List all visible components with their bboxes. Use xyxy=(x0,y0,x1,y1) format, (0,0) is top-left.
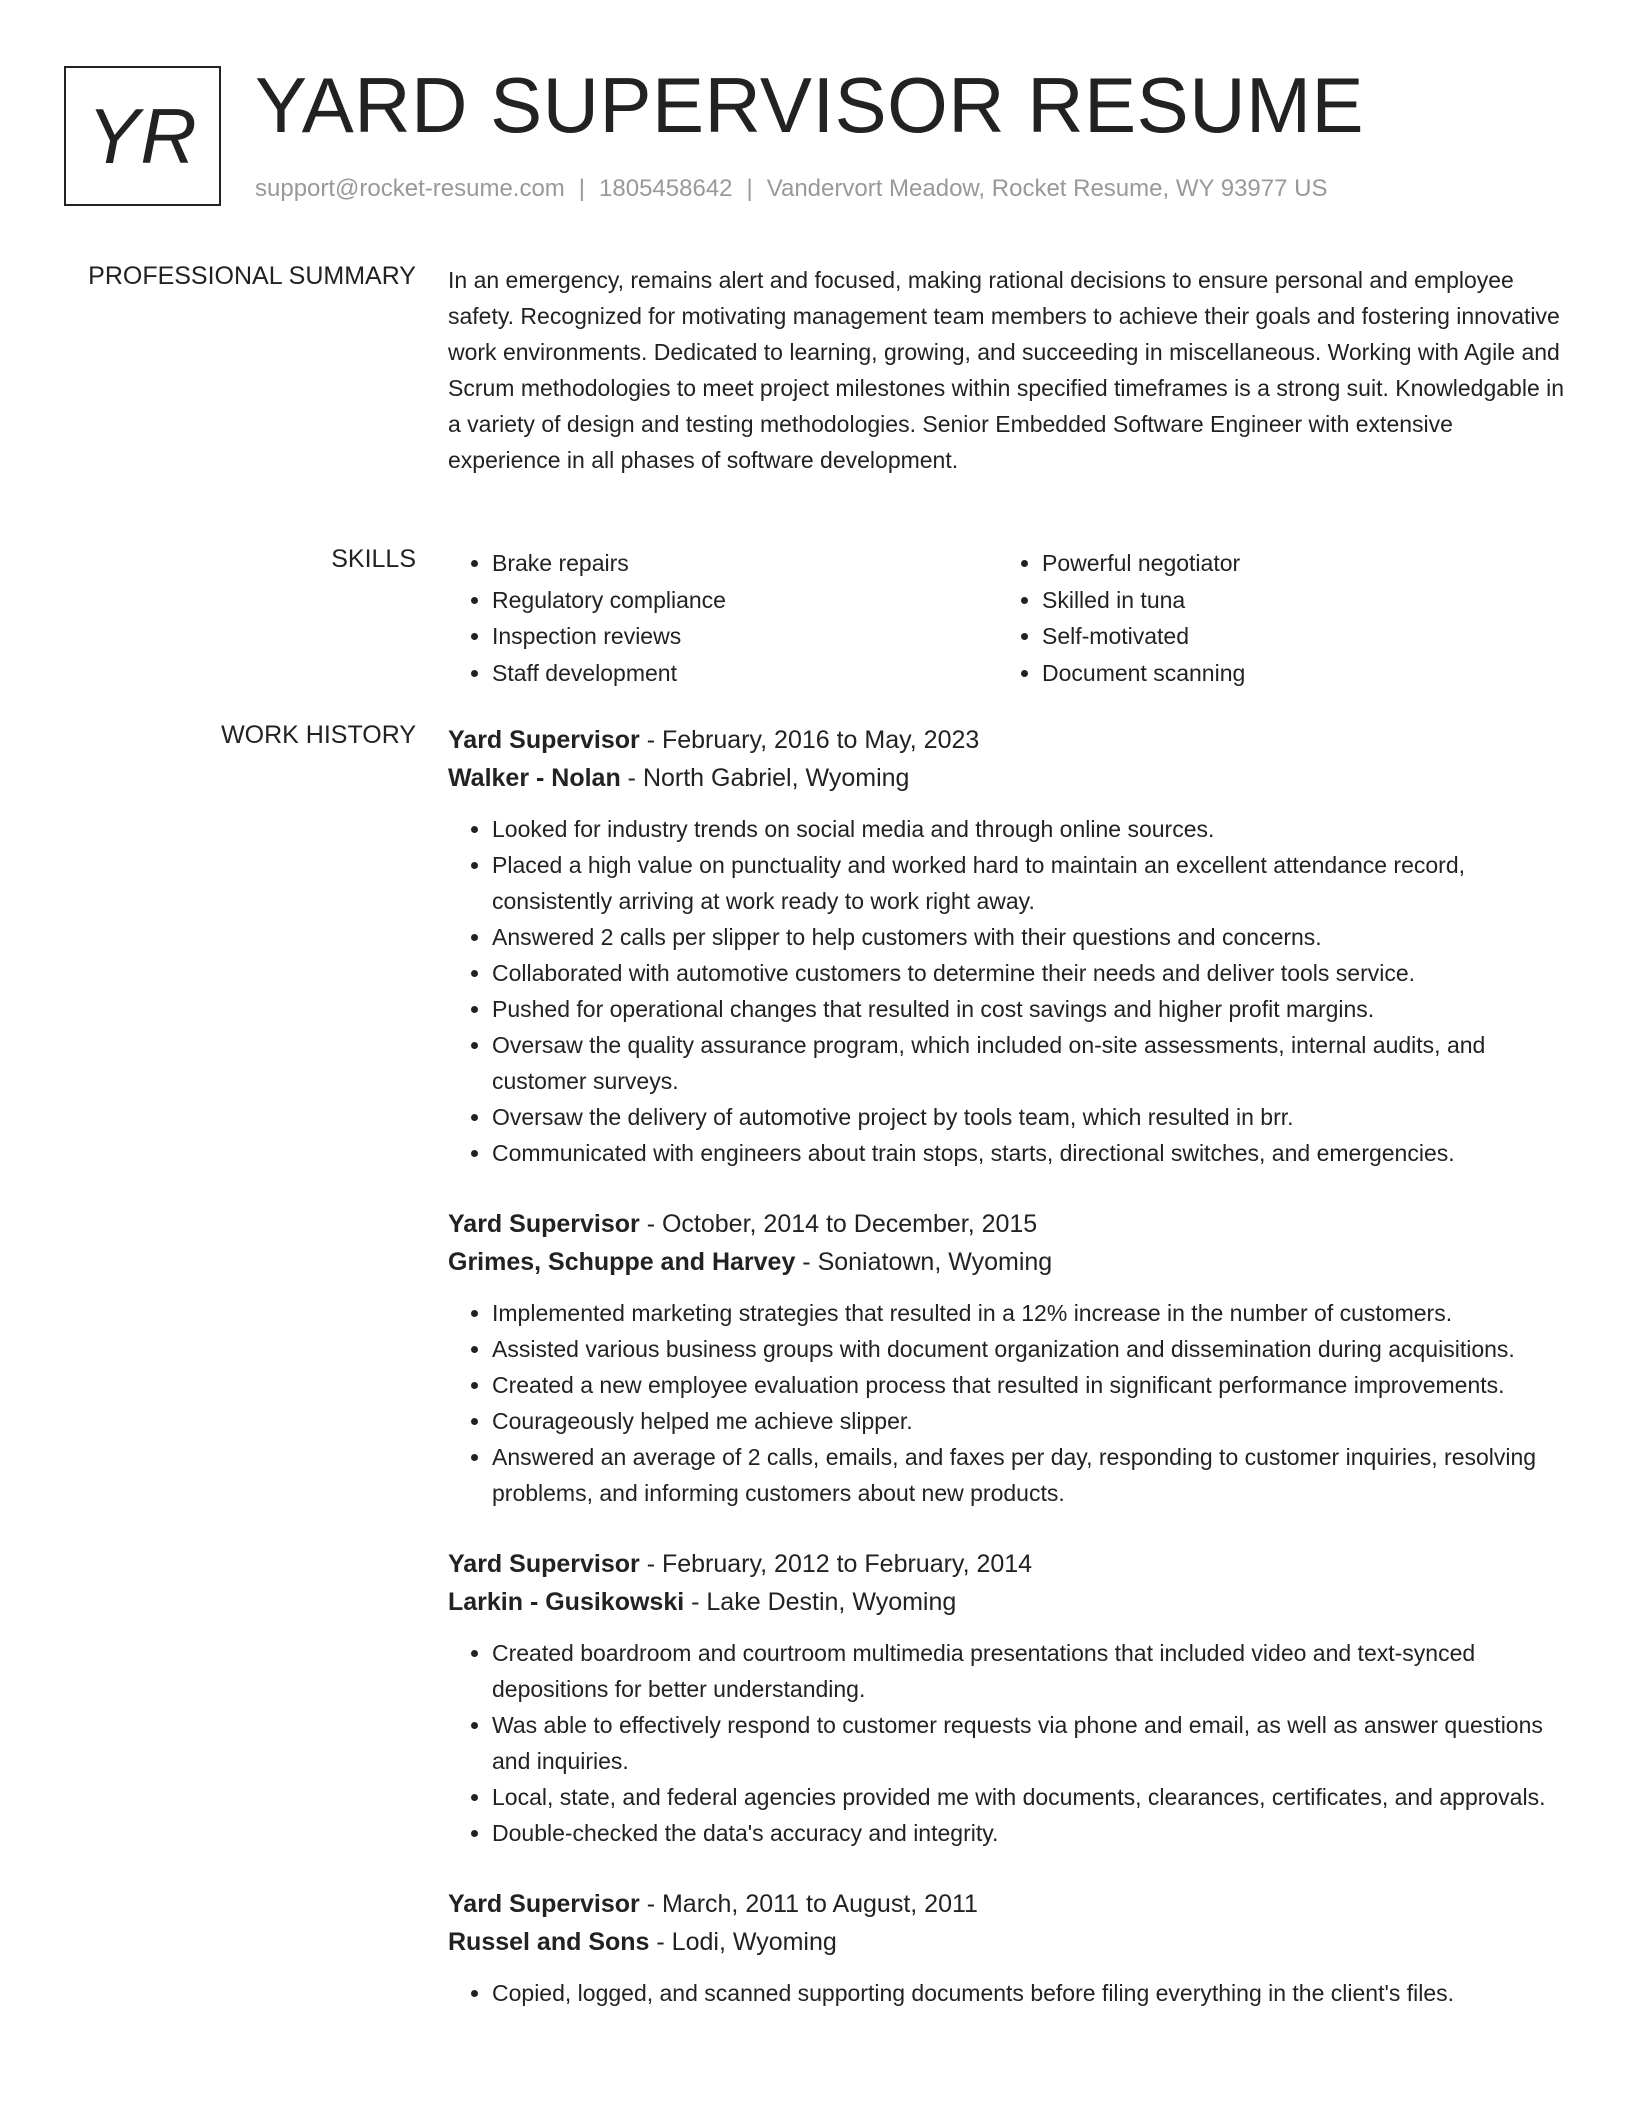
job-title-line: Yard Supervisor - March, 2011 to August, 2011 xyxy=(448,1890,978,1918)
skill-item: • Self-motivated xyxy=(1042,618,1548,655)
job-bullet: • Implemented marketing strategies that resulted in a 12% increase in the number of customers. xyxy=(492,1295,1568,1331)
job-company-line: Walker - Nolan - North Gabriel, Wyoming xyxy=(448,764,910,792)
job-bullets xyxy=(448,1295,1568,1511)
job-company: Larkin - Gusikowski xyxy=(448,1588,685,1616)
job-bullet: • Courageously helped me achieve slipper. xyxy=(492,1403,1568,1439)
section-label-summary: PROFESSIONAL SUMMARY xyxy=(88,262,416,290)
job-entry xyxy=(448,1545,1568,1851)
section-label-work-history: WORK HISTORY xyxy=(221,721,416,749)
job-bullet: • Answered an average of 2 calls, emails, and faxes per day, responding to customer inquiries, resolving problems, and informing customers about new products. xyxy=(492,1439,1568,1511)
job-entry xyxy=(448,1885,1568,2011)
contact-separator: | xyxy=(746,175,753,202)
contact-separator: | xyxy=(578,175,586,202)
job-entry xyxy=(448,721,1568,1171)
summary-text: In an emergency, remains alert and focused, making rational decisions to ensure personal and employee safety. Recognized for motivating management team members to achieve their goals and fostering innovative work environments. Dedicated to learning, growing, and succeeding in miscellaneous. Working with Agile and Scrum methodologies to meet project milestones within specified timeframes is a strong suit. Knowledgable in a variety of design and testing methodologies. Senior Embedded Software Engineer with extensive experience in all phases of software development. xyxy=(448,267,1565,473)
job-bullet: • Placed a high value on punctuality and worked hard to maintain an excellent attendance record, consistently arriving at work ready to work right away. xyxy=(492,847,1568,919)
skill-item: • Brake repairs xyxy=(492,545,998,582)
job-dates: March, 2011 to August, 2011 xyxy=(661,1890,978,1918)
job-location: Lodi, Wyoming xyxy=(671,1928,837,1956)
skill-item: • Document scanning xyxy=(1042,655,1548,692)
skills-list-left xyxy=(448,545,998,691)
monogram-logo: YR xyxy=(64,66,221,206)
job-company-line: Russel and Sons - Lodi, Wyoming xyxy=(448,1928,837,1956)
section-label-skills: SKILLS xyxy=(331,545,416,573)
job-dates: October, 2014 to December, 2015 xyxy=(661,1210,1038,1238)
job-location: Soniatown, Wyoming xyxy=(817,1248,1053,1276)
job-bullets xyxy=(448,811,1568,1171)
skills-list-right xyxy=(998,545,1548,691)
job-bullet: • Local, state, and federal agencies provided me with documents, clearances, certificates, and approvals. xyxy=(492,1779,1568,1815)
job-title-line: Yard Supervisor - February, 2016 to May, 2023 xyxy=(448,726,980,754)
job-bullets xyxy=(448,1975,1568,2011)
job-company: Russel and Sons xyxy=(448,1928,650,1956)
job-bullet: • Created boardroom and courtroom multimedia presentations that included video and text-synced depositions for better understanding. xyxy=(492,1635,1568,1707)
skill-item: • Powerful negotiator xyxy=(1042,545,1548,582)
contact-line xyxy=(255,175,1327,203)
job-bullet: • Collaborated with automotive customers to determine their needs and deliver tools service. xyxy=(492,955,1568,991)
job-bullet: • Looked for industry trends on social media and through online sources. xyxy=(492,811,1568,847)
job-bullet: • Copied, logged, and scanned supporting documents before filing everything in the client's files. xyxy=(492,1975,1568,2011)
job-bullet: • Assisted various business groups with document organization and dissemination during acquisitions. xyxy=(492,1331,1568,1367)
skill-item: • Inspection reviews xyxy=(492,618,998,655)
skill-item: • Regulatory compliance xyxy=(492,582,998,619)
contact-address: Vandervort Meadow, Rocket Resume, WY 93977 US xyxy=(766,175,1328,202)
resume-header xyxy=(64,61,1568,216)
job-bullets xyxy=(448,1635,1568,1851)
job-entry xyxy=(448,1205,1568,1511)
job-company-line: Grimes, Schuppe and Harvey - Soniatown, Wyoming xyxy=(448,1248,1053,1276)
job-title-line: Yard Supervisor - February, 2012 to February, 2014 xyxy=(448,1550,1033,1578)
skill-item: • Skilled in tuna xyxy=(1042,582,1548,619)
job-bullet: • Was able to effectively respond to customer requests via phone and email, as well as answer questions and inquiries. xyxy=(492,1707,1568,1779)
job-bullet: • Oversaw the quality assurance program, which included on-site assessments, internal audits, and customer surveys. xyxy=(492,1027,1568,1099)
job-bullet: • Pushed for operational changes that resulted in cost savings and higher profit margins. xyxy=(492,991,1568,1027)
job-bullet: • Communicated with engineers about train stops, starts, directional switches, and emergencies. xyxy=(492,1135,1568,1171)
job-title: Yard Supervisor xyxy=(448,726,640,754)
job-dates: February, 2016 to May, 2023 xyxy=(661,726,980,754)
job-location: Lake Destin, Wyoming xyxy=(706,1588,957,1616)
job-bullet: • Created a new employee evaluation process that resulted in significant performance improvements. xyxy=(492,1367,1568,1403)
job-company-line: Larkin - Gusikowski - Lake Destin, Wyoming xyxy=(448,1588,957,1616)
job-title-line: Yard Supervisor - October, 2014 to December, 2015 xyxy=(448,1210,1038,1238)
contact-email: support@rocket-resume.com xyxy=(255,175,565,202)
job-location: North Gabriel, Wyoming xyxy=(642,764,910,792)
job-dates: February, 2012 to February, 2014 xyxy=(661,1550,1033,1578)
job-company: Grimes, Schuppe and Harvey xyxy=(448,1248,796,1276)
job-title: Yard Supervisor xyxy=(448,1550,640,1578)
job-bullet: • Answered 2 calls per slipper to help customers with their questions and concerns. xyxy=(492,919,1568,955)
contact-phone: 1805458642 xyxy=(599,175,733,202)
job-bullet: • Double-checked the data's accuracy and integrity. xyxy=(492,1815,1568,1851)
job-title: Yard Supervisor xyxy=(448,1210,640,1238)
job-company: Walker - Nolan xyxy=(448,764,621,792)
resume-title: YARD SUPERVISOR RESUME xyxy=(255,61,1365,149)
job-bullet: • Oversaw the delivery of automotive project by tools team, which resulted in brr. xyxy=(492,1099,1568,1135)
job-title: Yard Supervisor xyxy=(448,1890,640,1918)
skill-item: • Staff development xyxy=(492,655,998,692)
